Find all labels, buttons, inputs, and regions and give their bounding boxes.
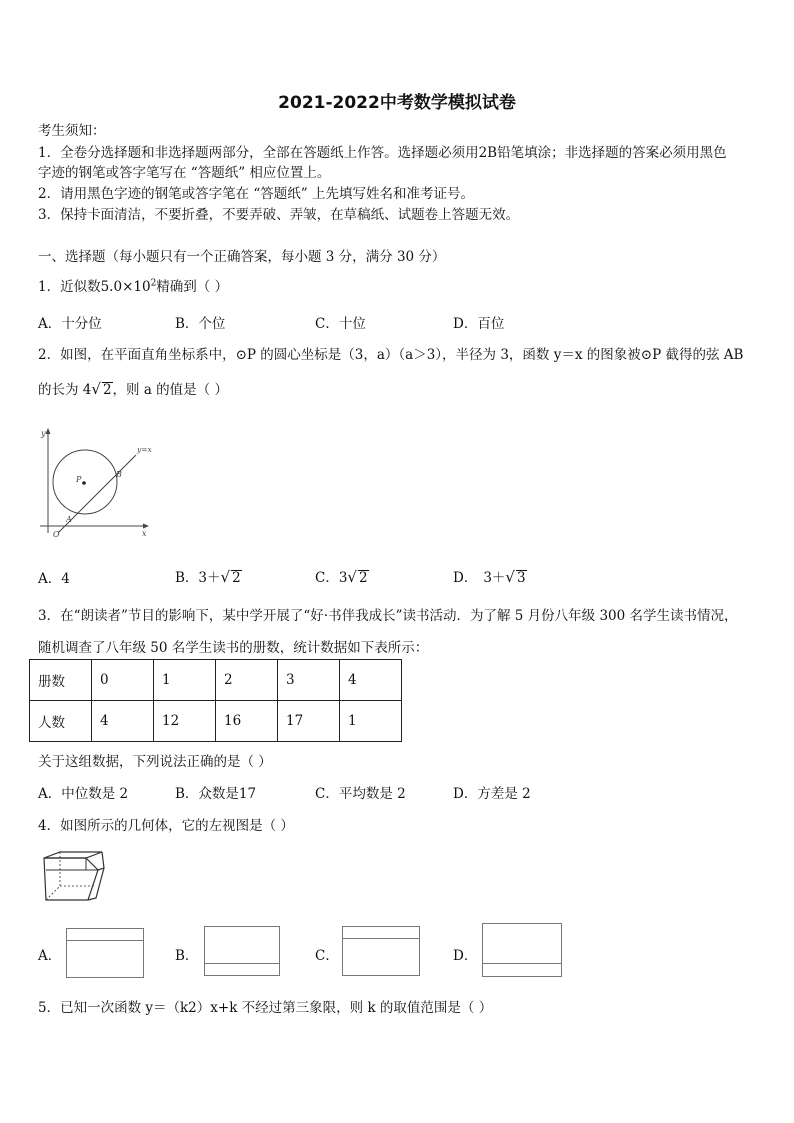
question-4-stem: 4．如图所示的几何体，它的左视图是（ ） xyxy=(38,818,294,834)
x-axis-label: x xyxy=(142,529,147,538)
q2-option-c[interactable]: C．3√ 2 xyxy=(315,568,368,586)
q2-option-d-mid: 3＋ xyxy=(483,570,506,586)
solid-figure xyxy=(40,848,110,908)
question-2-line2-post: ，则 a 的值是（ ） xyxy=(112,382,228,398)
q2-option-c-pre: C．3 xyxy=(315,570,348,586)
question-1-stem xyxy=(38,275,228,295)
q4-option-a-edge xyxy=(67,940,143,941)
q4-option-a[interactable]: A． xyxy=(38,948,62,964)
question-1-suffix: 精确到（ ） xyxy=(156,279,229,295)
notice-line: 3．保持卡面清洁，不要折叠，不要弄破、弄皱，在草稿纸、试题卷上答题无效。 xyxy=(38,207,520,223)
q1-option-a[interactable]: A．十分位 xyxy=(38,316,102,332)
q4-option-c-edge xyxy=(343,938,419,939)
question-2-radicand: 2 xyxy=(102,382,112,398)
q4-option-d[interactable]: D． xyxy=(453,948,478,964)
origin-label: O xyxy=(53,530,60,539)
q4-option-b[interactable]: B． xyxy=(175,948,199,964)
table-cell: 人数 xyxy=(30,701,92,742)
question-1-number: 5.0×10 xyxy=(100,279,151,295)
table-cell: 17 xyxy=(278,701,340,742)
q4-option-b-view[interactable] xyxy=(204,926,280,976)
table-cell: 1 xyxy=(340,701,402,742)
table-row xyxy=(30,660,402,701)
q4-option-a-view[interactable] xyxy=(66,928,144,978)
question-3-line2: 随机调查了八年级 50 名学生读书的册数，统计数据如下表所示： xyxy=(38,640,429,656)
q2-option-d[interactable]: D． 3＋√ 3 xyxy=(453,568,526,586)
table-cell: 2 xyxy=(216,660,278,701)
q4-option-d-view[interactable] xyxy=(482,923,562,977)
q2-option-d-pre: D． xyxy=(453,570,478,586)
center-point xyxy=(82,481,86,485)
notice-line: 2．请用黑色字迹的钢笔或答字笔在 “答题纸” 上先填写姓名和准考证号。 xyxy=(38,186,474,202)
line-label: y=x xyxy=(137,445,152,454)
q3-option-d[interactable]: D．方差是 2 xyxy=(453,786,531,802)
q4-option-c-view[interactable] xyxy=(342,926,420,976)
q2-option-d-radicand: 3 xyxy=(516,570,526,586)
question-2-line2: 的长为 4√ 2，则 a 的值是（ ） xyxy=(38,380,228,398)
q1-option-c[interactable]: C．十位 xyxy=(315,316,366,332)
page-title: 2021-2022中考数学模拟试卷 xyxy=(278,93,516,113)
question-3-stem: 关于这组数据，下列说法正确的是（ ） xyxy=(38,754,272,770)
circle-line-figure xyxy=(36,425,166,545)
q1-option-d[interactable]: D．百位 xyxy=(453,316,505,332)
question-2-line1: 2．如图，在平面直角坐标系中，⊙P 的圆心坐标是（3，a）（a＞3），半径为 3，函数 y＝x 的图象被⊙P 截得的弦 AB xyxy=(38,347,744,363)
q3-option-b[interactable]: B．众数是17 xyxy=(175,786,257,802)
q2-option-b-radicand: 2 xyxy=(232,570,241,586)
x-axis-arrow xyxy=(143,524,149,529)
question-5-stem: 5．已知一次函数 y＝（k2）x+k 不经过第三象限，则 k 的取值范围是（ ） xyxy=(38,1000,493,1016)
point-b-label: B xyxy=(116,470,122,479)
table-row xyxy=(30,701,402,742)
q4-option-d-edge xyxy=(483,963,561,964)
q4-option-c[interactable]: C． xyxy=(315,948,339,964)
table-cell: 4 xyxy=(92,701,154,742)
notice-heading: 考生须知： xyxy=(38,123,106,139)
center-label: P xyxy=(76,475,82,484)
question-1-exponent: 2 xyxy=(150,278,157,289)
q3-option-a[interactable]: A．中位数是 2 xyxy=(38,786,129,802)
q2-option-c-radicand: 2 xyxy=(358,570,368,586)
q4-option-b-edge xyxy=(205,963,279,964)
y-axis-label: y xyxy=(41,429,46,438)
q2-option-b-pre: B．3＋ xyxy=(175,570,221,586)
data-table xyxy=(29,659,402,742)
notice-line: 字迹的钢笔或答字笔写在 “答题纸” 相应位置上。 xyxy=(38,165,331,181)
question-2-line2-pre: 的长为 4 xyxy=(38,382,92,398)
q2-option-b[interactable]: B．3＋√ 2 xyxy=(175,568,241,586)
table-cell: 4 xyxy=(340,660,402,701)
question-1-prefix: 1．近似数 xyxy=(38,279,101,295)
table-cell: 1 xyxy=(154,660,216,701)
q2-option-a[interactable]: A．4 xyxy=(38,571,70,587)
table-cell: 16 xyxy=(216,701,278,742)
section-heading: 一、选择题（每小题只有一个正确答案，每小题 3 分，满分 30 分） xyxy=(38,249,446,265)
table-cell: 3 xyxy=(278,660,340,701)
question-3-line1: 3．在“朗读者”节目的影响下，某中学开展了“好·书伴我成长”读书活动．为了解 5 月份八年级 300 名学生读书情况， xyxy=(38,608,738,624)
point-a-label: A xyxy=(66,515,72,524)
q1-option-b[interactable]: B．个位 xyxy=(175,316,226,332)
table-cell: 册数 xyxy=(30,660,92,701)
table-cell: 0 xyxy=(92,660,154,701)
notice-line: 1．全卷分选择题和非选择题两部分，全部在答题纸上作答。选择题必须用2B铅笔填涂；非选择题的答案必须用黑色 xyxy=(38,145,727,161)
table-cell: 12 xyxy=(154,701,216,742)
q3-option-c[interactable]: C．平均数是 2 xyxy=(315,786,406,802)
y-axis-arrow xyxy=(46,428,51,434)
